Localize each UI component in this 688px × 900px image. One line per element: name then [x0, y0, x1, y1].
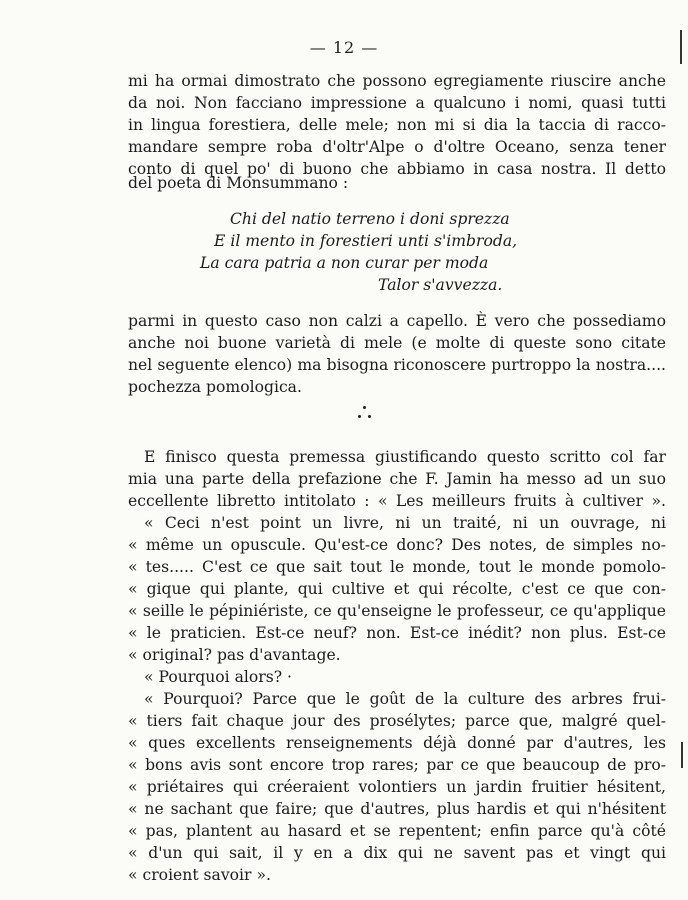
text-line: anche noi buone varietà di mele (e molte di queste sono citate: [128, 334, 666, 352]
text-line: conto di quel po' di buono che abbiamo in casa nostra. Il detto: [128, 160, 666, 178]
text-line: da noi. Non facciano impressione a qualcuno i nomi, quasi tutti: [128, 94, 666, 112]
page-number: — 12 —: [309, 38, 379, 57]
quote-line: « tes..... C'est ce que sait tout le monde, tout le monde pomolo-: [128, 558, 666, 576]
quote-line: « priétaires qui créeraient volontiers un jardin fruitier hésitent,: [128, 778, 666, 796]
text-line: parmi in questo caso non calzi a capello. È vero che possediamo: [128, 312, 666, 330]
quote-line: « original? pas d'avantage.: [128, 646, 341, 664]
text-line: mia una parte della prefazione che F. Jamin ha messo ad un suo: [128, 470, 666, 488]
quote-line: « bons avis sont encore trop rares; par ce que beaucoup de pro-: [128, 756, 666, 774]
verse-line: Chi del natio terreno i doni sprezza: [230, 210, 510, 228]
text-line: mandare sempre roba d'oltr'Alpe o d'oltre Oceano, senza tener: [128, 138, 666, 156]
quote-line: « tiers fait chaque jour des prosélytes; parce que, malgré quel-: [128, 712, 666, 730]
text-line: eccellente libretto intitolato : « Les meilleurs fruits à cultiver ».: [128, 492, 666, 510]
quote-line: « le praticien. Est-ce neuf? non. Est-ce inédit? non plus. Est-ce: [128, 624, 666, 642]
quote-line: « ne sachant que faire; que d'autres, plus hardis et qui n'hésitent: [128, 800, 666, 818]
text-line: pochezza pomologica.: [128, 378, 302, 396]
quote-line: « Pourquoi alors? ·: [144, 668, 293, 686]
quote-line: « seille le pépiniériste, ce qu'enseigne le professeur, ce qu'applique: [128, 602, 666, 620]
quote-line: « Ceci n'est point un livre, ni un traité, ni un ouvrage, ni: [144, 514, 666, 532]
text-line: del poeta di Monsummano :: [128, 174, 349, 192]
verse-line: La cara patria a non curar per moda: [200, 254, 489, 272]
scan-edge-mark: [681, 742, 683, 768]
scan-edge-mark: [680, 30, 682, 64]
text-line: in lingua forestiera, delle mele; non mi si dia la taccia di racco-: [128, 116, 666, 134]
quote-line: « Pourquoi? Parce que le goût de la culture des arbres frui-: [144, 690, 666, 708]
quote-line: « ques excellents renseignements déjà donné par d'autres, les: [128, 734, 666, 752]
asterism-divider: [355, 404, 375, 424]
quote-line: « croient savoir ».: [128, 866, 271, 884]
verse-line: E il mento in forestieri unti s'imbroda,: [214, 232, 518, 250]
quote-line: « pas, plantent au hasard et se repentent; enfin parce qu'à côté: [128, 822, 666, 840]
quote-line: « d'un qui sait, il y en a dix qui ne savent pas et vingt qui: [128, 844, 666, 862]
text-line: E finisco questa premessa giustificando questo scritto col far: [144, 448, 666, 466]
quote-line: « même un opuscule. Qu'est-ce donc? Des notes, de simples no-: [128, 536, 666, 554]
verse-line: Talor s'avvezza.: [378, 276, 503, 294]
quote-line: « gique qui plante, qui cultive et qui récolte, c'est ce que con-: [128, 580, 666, 598]
text-line: nel seguente elenco) ma bisogna riconoscere purtroppo la nostra....: [128, 356, 666, 374]
text-line: mi ha ormai dimostrato che possono egregiamente riuscire anche: [128, 72, 666, 90]
